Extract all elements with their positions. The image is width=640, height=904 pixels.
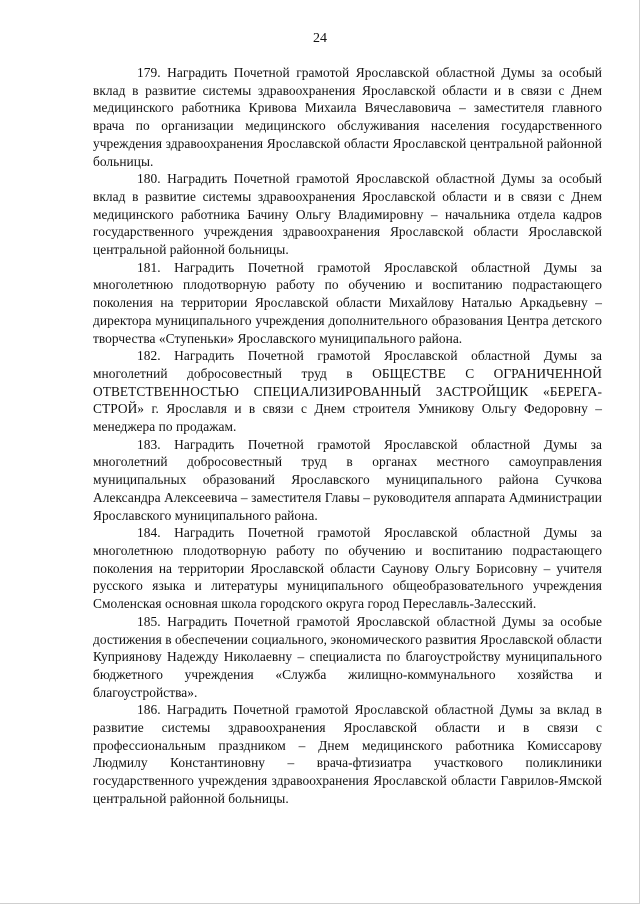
page-number: 24	[313, 31, 327, 46]
award-paragraph-180: 180. Наградить Почетной грамотой Ярославской областной Думы за особый вклад в развитие системы здравоохранения Ярославской области и в связи с Днем медицинского работника Бачину Ольгу Владимировну – начальника отдела кадров государственного учреждения здравоохранения Ярославской области Ярославской центральной районной больницы.	[93, 171, 602, 258]
award-paragraph-185: 185. Наградить Почетной грамотой Ярославской областной Думы за особые достижения в обеспечении социального, экономического развития Ярославской области Куприянову Надежду Николаевну – специалиста по благоустройству муниципального бюджетного учреждения «Служба жилищно-коммунального хозяйства и благоустройства».	[93, 613, 602, 700]
award-paragraph-186: 186. Наградить Почетной грамотой Ярославской областной Думы за вклад в развитие системы здравоохранения Ярославской области и в связи с профессиональным праздником – Днем медицинского работника Комиссарову Людмилу Константиновну – врача-фтизиатра участкового поликлиники государственного учреждения здравоохранения Ярославской области Гаврилов-Ямской центральной районной больницы.	[93, 702, 602, 806]
award-paragraph-184: 184. Наградить Почетной грамотой Ярославской областной Думы за многолетнюю плодотворную работу по обучению и воспитанию подрастающего поколения на территории Ярославской области Саунову Ольгу Борисовну – учителя русского языка и литературы муниципального общеобразовательного учреждения Смоленская основная школа городского округа город Переславль-Залесский.	[93, 525, 602, 612]
award-paragraph-182: 182. Наградить Почетной грамотой Ярославской областной Думы за многолетний добросовестный труд в ОБЩЕСТВЕ С ОГРАНИЧЕННОЙ ОТВЕТСТВЕННОСТЬЮ СПЕЦИАЛИЗИРОВАННЫЙ ЗАСТРОЙЩИК «БЕРЕГА-СТРОЙ» г. Ярославля и в связи с Днем строителя Умникову Ольгу Федоровну – менеджера по продажам.	[93, 348, 602, 435]
award-paragraph-179: 179. Наградить Почетной грамотой Ярославской областной Думы за особый вклад в развитие системы здравоохранения Ярославской области и в связи с Днем медицинского работника Кривова Михаила Вячеславовича – заместителя главного врача по организации медицинского обслуживания населения государственного учреждения здравоохранения Ярославской области Ярославской центральной районной больницы.	[93, 65, 602, 169]
document-body	[93, 64, 602, 808]
award-paragraph-181: 181. Наградить Почетной грамотой Ярославской областной Думы за многолетнюю плодотворную работу по обучению и воспитанию подрастающего поколения на территории Ярославской области Михайлову Наталью Аркадьевну – директора муниципального учреждения дополнительного образования Центра детского творчества «Ступеньки» Ярославского муниципального района.	[93, 259, 602, 346]
award-paragraph-183: 183. Наградить Почетной грамотой Ярославской областной Думы за многолетний добросовестный труд в органах местного самоуправления муниципальных образований Ярославского муниципального района Сучкова Александра Алексеевича – заместителя Главы – руководителя аппарата Администрации Ярославского муниципального района.	[93, 436, 602, 523]
